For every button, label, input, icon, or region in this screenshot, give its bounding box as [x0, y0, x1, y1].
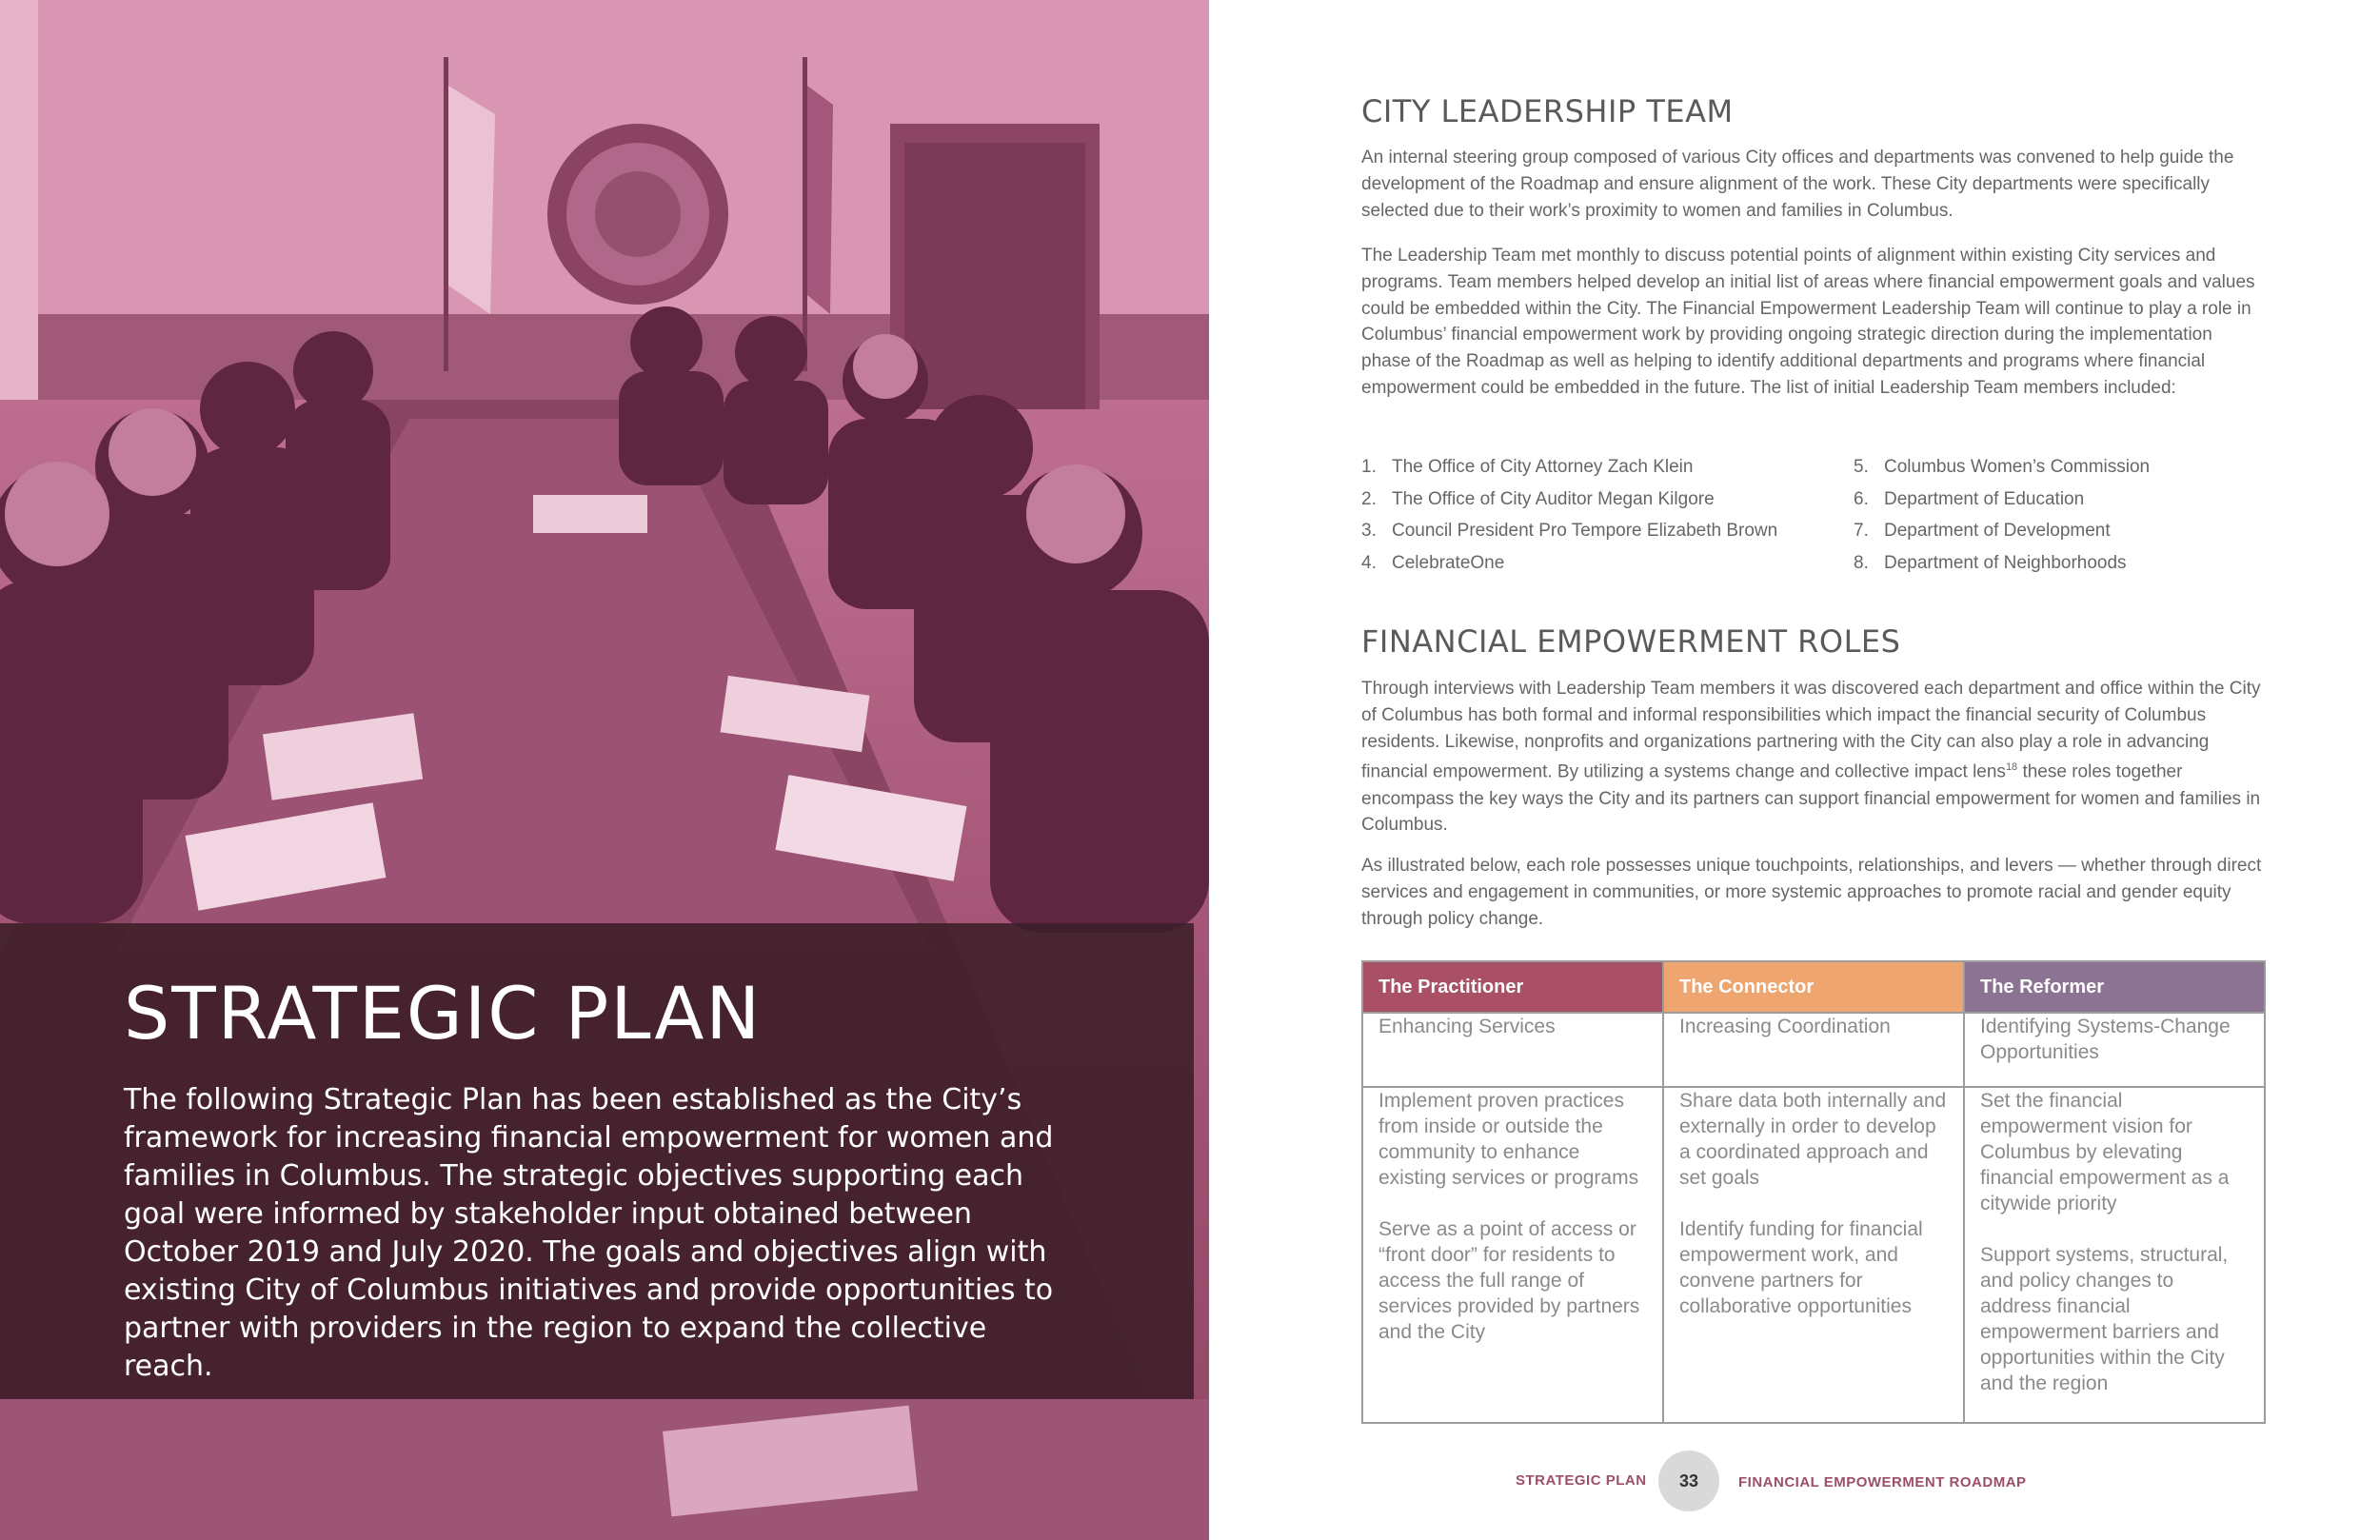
strategic-plan-intro: The following Strategic Plan has been established as the City’s framework for increasing financial empowerment for women and families in Columbus. The strategic objectives supporting each goal were informed by stakeholder input obtained between October 2019 and July 2020. The goals and objectives align with existing City of Columbus initiatives and provide opportunities to partner with providers in the region to expand the collective reach.	[124, 1083, 1054, 1383]
list-item: 8. Department of Neighborhoods	[1854, 552, 2127, 573]
details-practitioner: Implement proven practices from inside or outside the community to enhance existing services or programs Serve as a point of access or “front door” for residents to access the full range of services provided by partners and the City	[1362, 1087, 1663, 1423]
list-item: 3. Council President Pro Tempore Elizabeth Brown	[1361, 521, 1778, 542]
leadership-heading: CITY LEADERSHIP TEAM	[1361, 93, 1734, 129]
list-item: 5. Columbus Women’s Commission	[1854, 457, 2151, 477]
leadership-paragraph-1: An internal steering group composed of various City offices and departments was convened to help guide the development of the Roadmap and ensure alignment of the work. These City departments were specifically selected due to their work’s proximity to women and families in Columbus.	[1361, 148, 2234, 221]
footer-section-label: STRATEGIC PLAN	[1516, 1472, 1647, 1489]
roles-paragraph-1: Through interviews with Leadership Team members it was discovered each department and office within the City of Columbus has both formal and informal responsibilities which impact the financial security of Columbus residents. Likewise, nonprofits and organizations partnering with the City can also play a role in advancing financial empowerment. By utilizing a systems change and collective impact lens$^{18}$ these roles together encompass the key ways the City and its partners can support financial empowerment for women and families in Columbus.	[1361, 679, 2261, 836]
details-connector: Share data both internally and externally in order to develop a coordinated approach and set goals Identify funding for financial empowerment work, and convene partners for collaborative opportunities	[1663, 1087, 1964, 1423]
list-item: 7. Department of Development	[1854, 521, 2111, 542]
footer-document-title: FINANCIAL EMPOWERMENT ROADMAP	[1738, 1474, 2027, 1491]
list-item: 2. The Office of City Auditor Megan Kilgore	[1361, 488, 1715, 509]
roles-paragraph-2: As illustrated below, each role possesses unique touchpoints, relationships, and levers — whether through direct services and engagement in communities, or more systemic approaches to promote racial and gender equity through policy change.	[1361, 856, 2262, 929]
list-item: 4. CelebrateOne	[1361, 552, 1505, 573]
list-item: 6. Department of Education	[1854, 488, 2085, 509]
list-item: 1. The Office of City Attorney Zach Klein	[1361, 457, 1694, 477]
leadership-members-list-left	[1361, 451, 1777, 579]
page-number: 33	[1658, 1451, 1719, 1511]
header-connector: The Connector	[1663, 961, 1964, 1013]
header-practitioner: The Practitioner	[1362, 961, 1663, 1013]
header-reformer: The Reformer	[1964, 961, 2265, 1013]
leadership-paragraph-2: The Leadership Team met monthly to discuss potential points of alignment within existing City services and programs. Team members helped develop an initial list of areas where financial empowerment goals and values could be embedded within the City. The Financial Empowerment Leadership Team will continue to play a role in Columbus’ financial empowerment work by providing ongoing strategic direction during the implementation phase of the Roadmap as well as helping to identify additional departments and programs where financial empowerment could be embedded in the future. The list of initial Leadership Team members included:	[1361, 246, 2255, 398]
focus-practitioner: Enhancing Services	[1362, 1013, 1663, 1087]
focus-connector: Increasing Coordination	[1663, 1013, 1964, 1087]
details-reformer: Set the financial empowerment vision for Columbus by elevating financial empowerment as a citywide priority Support systems, structural, and policy changes to address financial empowerment barriers and opportunities within the City and the region	[1964, 1087, 2265, 1423]
focus-reformer: Identifying Systems-Change Opportunities	[1964, 1013, 2265, 1087]
leadership-members-list-right	[1854, 451, 2150, 579]
strategic-plan-title: STRATEGIC PLAN	[124, 971, 763, 1056]
roles-heading: FINANCIAL EMPOWERMENT ROLES	[1361, 623, 1901, 660]
roles-table	[1361, 960, 2266, 1424]
